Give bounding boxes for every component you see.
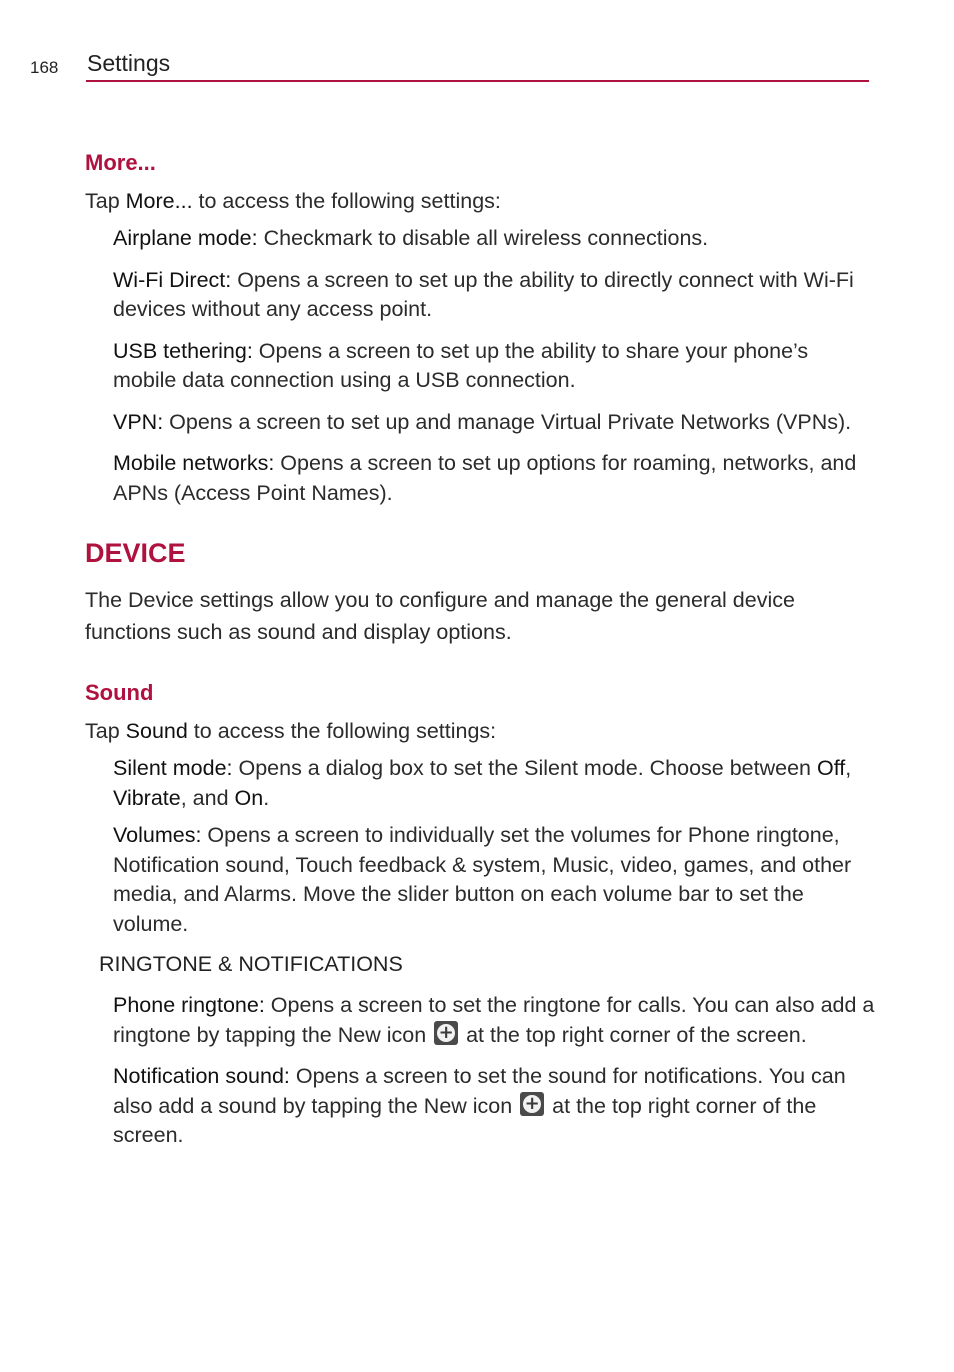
list-item-wifi-direct: Wi-Fi Direct: Opens a screen to set up the ability to directly connect with Wi-Fi devices without any access point.	[113, 267, 854, 321]
more-heading: More...	[85, 150, 156, 175]
section-title: Settings	[87, 50, 171, 76]
list-item-silent-mode: Silent mode: Opens a dialog box to set the Silent mode. Choose between Off, Vibrate, and On.	[113, 756, 852, 810]
plus-circle-icon	[434, 1021, 458, 1045]
list-item-notification-sound: Notification sound: Opens a screen to set the sound for notifications. You can also add a sound by tapping the New icon + at the top right corner of the screen.	[113, 1062, 875, 1151]
page-header	[0, 0, 954, 90]
list-item-usb-tethering: USB tethering: Opens a screen to set up the ability to share your phone’s mobile data connection using a USB connection.	[113, 338, 809, 392]
more-intro: Tap More... to access the following settings:	[85, 189, 501, 213]
device-heading: DEVICE	[85, 538, 186, 568]
header-divider	[86, 80, 869, 82]
list-item-volumes: Volumes: Opens a screen to individually set the volumes for Phone ringtone, Notification sound, Touch feedback & system, Music, video, games, and other media, and Alarms. Move the slider button on each volume bar to set the volume.	[113, 823, 852, 936]
sound-heading: Sound	[85, 680, 154, 705]
page-number: 168	[30, 58, 59, 77]
device-description: The Device settings allow you to configure and manage the general device functions such as sound and display options.	[85, 588, 795, 644]
page-content	[85, 148, 875, 1163]
sound-intro: Tap Sound to access the following settings:	[85, 719, 497, 743]
list-item-vpn: VPN: Opens a screen to set up and manage Virtual Private Networks (VPNs).	[113, 409, 852, 434]
list-item-airplane-mode: Airplane mode: Checkmark to disable all wireless connections.	[113, 226, 709, 250]
ringtone-notifications-heading: RINGTONE & NOTIFICATIONS	[99, 952, 403, 976]
list-item-mobile-networks: Mobile networks: Opens a screen to set up options for roaming, networks, and APNs (Access Point Names).	[113, 451, 857, 505]
plus-circle-icon	[520, 1092, 544, 1116]
list-item-phone-ringtone: Phone ringtone: Opens a screen to set the ringtone for calls. You can also add a ringtone by tapping the New icon + at the top right corner of the screen.	[113, 991, 875, 1050]
